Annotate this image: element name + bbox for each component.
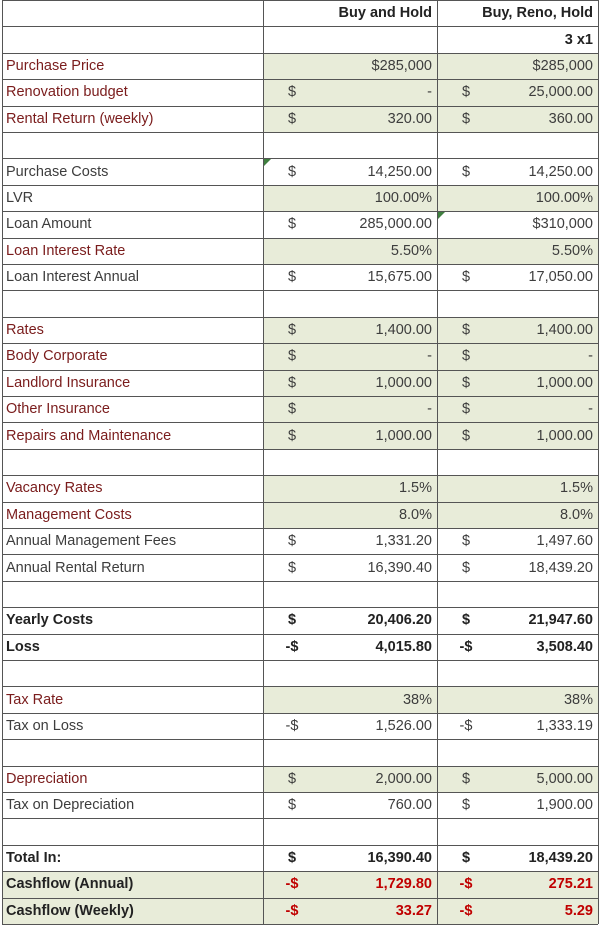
row-border xyxy=(2,317,598,318)
table-row xyxy=(0,634,600,660)
row-label: Landlord Insurance xyxy=(6,374,131,391)
table-row xyxy=(0,238,600,264)
value-buy-reno-hold: 1,000.00 xyxy=(495,370,598,396)
dollar-sign xyxy=(437,53,495,79)
value-buy-and-hold: 1,000.00 xyxy=(321,370,437,396)
row-border xyxy=(2,554,598,555)
row-label: Tax on Loss xyxy=(6,717,84,734)
row-border xyxy=(2,871,598,872)
error-indicator-icon xyxy=(264,159,271,166)
value-buy-and-hold: 33.27 xyxy=(321,898,437,924)
row-label: Rental Return (weekly) xyxy=(6,110,154,127)
table-row xyxy=(0,845,600,871)
dollar-sign: $ xyxy=(263,422,321,448)
value-buy-and-hold: 1,331.20 xyxy=(375,533,432,550)
row-border xyxy=(2,475,598,476)
row-label: Loan Interest Annual xyxy=(6,269,140,286)
table-row xyxy=(0,502,600,528)
dollar-sign: -$ xyxy=(437,871,495,897)
row-label: Annual Management Fees xyxy=(6,533,177,550)
table-row xyxy=(0,264,600,290)
table-row xyxy=(0,185,600,211)
row-border xyxy=(2,158,598,159)
table-row xyxy=(0,158,600,184)
value-buy-and-hold: 100.00% xyxy=(321,185,437,211)
dollar-sign: $ xyxy=(263,766,321,792)
row-label: Loan Interest Rate xyxy=(6,242,126,259)
dollar-sign: $ xyxy=(437,317,495,343)
row-border xyxy=(2,739,598,740)
table-row xyxy=(0,660,600,686)
row-border xyxy=(2,370,598,371)
row-label: Loan Amount xyxy=(6,216,92,233)
dollar-sign xyxy=(437,686,495,712)
dollar-sign xyxy=(437,238,495,264)
dollar-sign xyxy=(263,185,321,211)
row-border xyxy=(2,79,598,80)
value-buy-reno-hold: $310,000 xyxy=(532,216,593,233)
row-label: Vacancy Rates xyxy=(6,480,103,497)
dollar-sign: -$ xyxy=(263,871,321,897)
row-border xyxy=(2,343,598,344)
dollar-sign xyxy=(437,502,495,528)
row-border xyxy=(2,634,598,635)
row-label: Purchase Costs xyxy=(6,163,109,180)
column-border xyxy=(2,0,3,924)
value-buy-and-hold: - xyxy=(321,396,437,422)
dollar-sign: $ xyxy=(437,106,495,132)
value-buy-and-hold: - xyxy=(321,343,437,369)
value-buy-and-hold: 14,250.00 xyxy=(367,163,432,180)
row-border xyxy=(2,818,598,819)
dollar-sign: $ xyxy=(437,396,495,422)
value-buy-and-hold: 4,015.80 xyxy=(375,638,432,655)
value-buy-and-hold: 1,400.00 xyxy=(321,317,437,343)
value-buy-reno-hold: 25,000.00 xyxy=(495,79,598,105)
row-border xyxy=(2,607,598,608)
dollar-sign: $ xyxy=(287,559,297,576)
value-buy-reno-hold: 1,900.00 xyxy=(536,797,593,814)
value-buy-and-hold: 760.00 xyxy=(387,797,432,814)
table-row xyxy=(0,290,600,316)
row-label: LVR xyxy=(6,189,34,206)
row-border xyxy=(2,264,598,265)
header-buy-reno-hold: Buy, Reno, Hold xyxy=(482,5,593,22)
row-label: Renovation budget xyxy=(6,84,128,101)
dollar-sign: $ xyxy=(263,343,321,369)
dollar-sign: -$ xyxy=(459,638,473,655)
table-row xyxy=(0,132,600,158)
value-buy-reno-hold: $285,000 xyxy=(495,53,598,79)
value-buy-reno-hold: 360.00 xyxy=(495,106,598,132)
table-row xyxy=(0,370,600,396)
value-buy-reno-hold: 275.21 xyxy=(495,871,598,897)
dollar-sign: -$ xyxy=(285,638,299,655)
dollar-sign: $ xyxy=(437,422,495,448)
value-buy-reno-hold: 21,947.60 xyxy=(528,612,593,629)
dollar-sign xyxy=(437,185,495,211)
dollar-sign: -$ xyxy=(459,717,473,734)
row-border xyxy=(2,898,598,899)
value-buy-and-hold: 5.50% xyxy=(321,238,437,264)
table-row xyxy=(0,79,600,105)
table-row xyxy=(0,317,600,343)
value-buy-and-hold: 1,000.00 xyxy=(321,422,437,448)
row-label: Body Corporate xyxy=(6,348,108,365)
dollar-sign xyxy=(263,238,321,264)
row-border xyxy=(2,132,598,133)
table-row xyxy=(0,475,600,501)
table-row xyxy=(0,211,600,237)
dollar-sign: -$ xyxy=(263,898,321,924)
dollar-sign: $ xyxy=(287,163,297,180)
row-border xyxy=(2,686,598,687)
row-label: Cashflow (Annual) xyxy=(2,871,263,897)
value-buy-reno-hold: 3,508.40 xyxy=(536,638,593,655)
error-indicator-icon xyxy=(438,212,445,219)
dollar-sign: -$ xyxy=(285,717,299,734)
value-buy-and-hold: 1,526.00 xyxy=(375,717,432,734)
value-buy-reno-hold: 18,439.20 xyxy=(528,559,593,576)
table-row xyxy=(0,422,600,448)
column-border xyxy=(437,0,438,924)
row-border xyxy=(2,0,598,1)
value-buy-reno-hold: 100.00% xyxy=(495,185,598,211)
value-buy-reno-hold: - xyxy=(495,343,598,369)
value-buy-reno-hold: 5.50% xyxy=(495,238,598,264)
column-border xyxy=(263,0,264,924)
row-label: Tax Rate xyxy=(6,691,64,708)
table-row xyxy=(0,607,600,633)
dollar-sign: $ xyxy=(263,106,321,132)
table-row xyxy=(0,528,600,554)
dollar-sign: $ xyxy=(461,559,471,576)
value-buy-and-hold: - xyxy=(321,79,437,105)
dollar-sign: $ xyxy=(287,612,297,629)
row-label: Total In: xyxy=(6,849,62,866)
dollar-sign: $ xyxy=(263,370,321,396)
dollar-sign: $ xyxy=(287,216,297,233)
table-row xyxy=(0,766,600,792)
table-row xyxy=(0,343,600,369)
column-border xyxy=(598,0,599,924)
table-row xyxy=(0,53,600,79)
dollar-sign: $ xyxy=(437,343,495,369)
row-border xyxy=(2,581,598,582)
value-buy-reno-hold: 1,497.60 xyxy=(536,533,593,550)
dollar-sign: $ xyxy=(287,797,297,814)
value-buy-and-hold: 20,406.20 xyxy=(367,612,432,629)
row-border xyxy=(2,26,598,27)
value-buy-reno-hold: 1,333.19 xyxy=(536,717,593,734)
row-border xyxy=(2,53,598,54)
value-buy-and-hold: 1,729.80 xyxy=(321,871,437,897)
row-label: Annual Rental Return xyxy=(6,559,145,576)
dollar-sign: $ xyxy=(287,269,297,286)
header-3x1: 3 x1 xyxy=(564,31,593,48)
value-buy-reno-hold: 5,000.00 xyxy=(495,766,598,792)
dollar-sign: $ xyxy=(263,79,321,105)
value-buy-reno-hold: 1.5% xyxy=(495,475,598,501)
value-buy-and-hold: 16,390.40 xyxy=(367,559,432,576)
row-border xyxy=(2,185,598,186)
dollar-sign: $ xyxy=(461,849,471,866)
dollar-sign: $ xyxy=(461,269,471,286)
row-label: Loss xyxy=(6,638,40,655)
dollar-sign xyxy=(437,211,495,237)
value-buy-and-hold: 8.0% xyxy=(321,502,437,528)
dollar-sign xyxy=(437,475,495,501)
value-buy-reno-hold: 18,439.20 xyxy=(528,849,593,866)
row-border xyxy=(2,502,598,503)
value-buy-reno-hold: 17,050.00 xyxy=(528,269,593,286)
row-label: Purchase Price xyxy=(6,57,105,74)
row-border xyxy=(2,660,598,661)
row-label: Repairs and Maintenance xyxy=(6,427,172,444)
dollar-sign: $ xyxy=(437,79,495,105)
table-row xyxy=(0,739,600,765)
row-border xyxy=(2,238,598,239)
table-row xyxy=(0,871,600,897)
table-row xyxy=(0,554,600,580)
dollar-sign: $ xyxy=(287,849,297,866)
value-buy-reno-hold: 5.29 xyxy=(495,898,598,924)
value-buy-reno-hold: - xyxy=(495,396,598,422)
row-border xyxy=(2,713,598,714)
table-row xyxy=(0,581,600,607)
value-buy-and-hold: 38% xyxy=(321,686,437,712)
row-border xyxy=(2,396,598,397)
table-row xyxy=(0,106,600,132)
table-row xyxy=(0,396,600,422)
table-row xyxy=(0,713,600,739)
value-buy-reno-hold: 8.0% xyxy=(495,502,598,528)
row-border xyxy=(2,449,598,450)
row-label: Cashflow (Weekly) xyxy=(2,898,263,924)
dollar-sign xyxy=(263,475,321,501)
dollar-sign: $ xyxy=(437,766,495,792)
row-border xyxy=(2,422,598,423)
row-label: Tax on Depreciation xyxy=(6,797,135,814)
table-row xyxy=(0,449,600,475)
value-buy-reno-hold: 1,400.00 xyxy=(495,317,598,343)
value-buy-and-hold: 285,000.00 xyxy=(359,216,432,233)
value-buy-reno-hold: 1,000.00 xyxy=(495,422,598,448)
dollar-sign: $ xyxy=(461,533,471,550)
row-label: Rates xyxy=(6,321,44,338)
header-buy-and-hold: Buy and Hold xyxy=(338,5,432,22)
value-buy-reno-hold: 38% xyxy=(495,686,598,712)
row-border xyxy=(2,528,598,529)
value-buy-and-hold: 320.00 xyxy=(321,106,437,132)
value-buy-and-hold: 2,000.00 xyxy=(321,766,437,792)
dollar-sign: $ xyxy=(263,396,321,422)
row-border xyxy=(2,290,598,291)
row-label: Yearly Costs xyxy=(6,612,94,629)
dollar-sign: $ xyxy=(461,797,471,814)
value-buy-and-hold: 16,390.40 xyxy=(367,849,432,866)
value-buy-reno-hold: 14,250.00 xyxy=(528,163,593,180)
row-label: Management Costs xyxy=(6,506,132,523)
dollar-sign: $ xyxy=(263,317,321,343)
dollar-sign xyxy=(263,53,321,79)
dollar-sign: $ xyxy=(437,370,495,396)
header-row-1 xyxy=(0,0,600,26)
value-buy-and-hold: $285,000 xyxy=(321,53,437,79)
dollar-sign: $ xyxy=(461,612,471,629)
table-row xyxy=(0,818,600,844)
row-label: Other Insurance xyxy=(6,401,110,418)
dollar-sign xyxy=(263,502,321,528)
row-border xyxy=(2,766,598,767)
table-row xyxy=(0,898,600,924)
value-buy-and-hold: 1.5% xyxy=(321,475,437,501)
header-row-2 xyxy=(0,26,600,52)
dollar-sign: $ xyxy=(287,533,297,550)
row-label: Depreciation xyxy=(6,770,88,787)
row-border xyxy=(2,792,598,793)
value-buy-and-hold: 15,675.00 xyxy=(367,269,432,286)
row-border xyxy=(2,106,598,107)
dollar-sign xyxy=(263,686,321,712)
table-row xyxy=(0,686,600,712)
row-border xyxy=(2,211,598,212)
dollar-sign: -$ xyxy=(437,898,495,924)
table-row xyxy=(0,792,600,818)
row-border xyxy=(2,845,598,846)
dollar-sign: $ xyxy=(461,163,471,180)
